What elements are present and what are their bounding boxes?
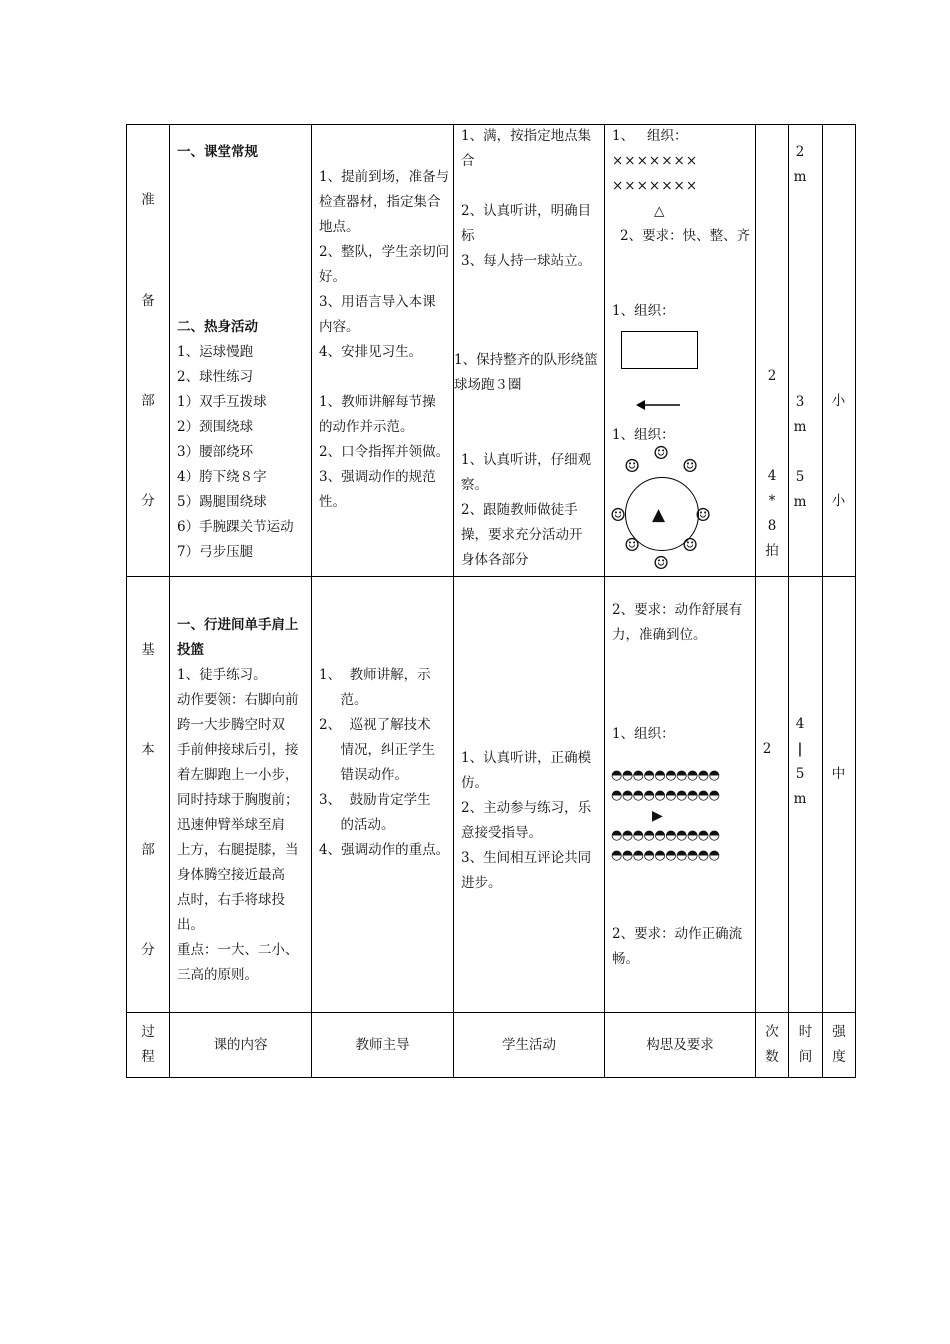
teacher-line: 的动作并示范。 xyxy=(319,419,414,435)
stage-char: 分 xyxy=(141,493,155,509)
header-char: 强 xyxy=(832,1024,846,1040)
header-intensity xyxy=(823,1020,855,1070)
time-value: 4 xyxy=(795,716,805,732)
count-value: * xyxy=(768,493,776,509)
count-value: 2 xyxy=(762,741,772,757)
intensity-value: 小 xyxy=(831,393,846,409)
time-value: 2 xyxy=(795,144,805,160)
teacher-line: 1、提前到场，准备与 xyxy=(319,169,450,185)
basic-intensity xyxy=(822,762,855,787)
court-rectangle xyxy=(621,331,698,369)
prep-student-2 xyxy=(454,348,604,398)
smiley-icon: ☺ xyxy=(682,456,699,477)
content-line: 5）踢腿围绕球 xyxy=(177,494,267,510)
content-line: 3）腰部绕环 xyxy=(177,444,254,460)
time-value: 3 xyxy=(795,394,805,410)
ball-row: ◓◓◓◓◓◓◓◓◓◓ xyxy=(611,848,720,863)
header-char: 度 xyxy=(832,1049,846,1065)
count-value: 拍 xyxy=(765,543,779,559)
intensity-value: 小 xyxy=(831,493,846,509)
count-value: 2 xyxy=(767,368,777,384)
content-line: 2）颈围绕球 xyxy=(177,419,254,435)
time-value: 5 xyxy=(795,766,805,782)
left-arrow-icon xyxy=(636,398,682,412)
count-value: 4 xyxy=(767,468,777,484)
content-line: 三高的原则。 xyxy=(177,967,258,983)
teacher-line: 3、用语言导入本课 xyxy=(319,294,436,310)
student-line: 合 xyxy=(461,153,475,169)
teacher-line: 4、安排见习生。 xyxy=(319,344,423,360)
content-line: 1、徒手练习。 xyxy=(177,667,267,683)
prep-stage-label xyxy=(132,188,164,514)
stage-char: 备 xyxy=(141,293,155,309)
teacher-line: 3、强调动作的规范 xyxy=(319,469,436,485)
header-char: 时 xyxy=(798,1024,813,1040)
basic-student xyxy=(461,746,604,896)
student-line xyxy=(461,174,604,199)
teacher-line: 2、 巡视了解技术 xyxy=(319,717,431,733)
ball-row: ◓◓◓◓◓◓◓◓◓◓ xyxy=(611,768,720,783)
design-line: 2、要求：快、整、齐 xyxy=(620,228,751,244)
teacher-triangle-icon: △ xyxy=(654,203,665,219)
basic-design-bottom xyxy=(612,922,755,972)
intensity-value: 中 xyxy=(831,766,846,782)
student-line: 仿。 xyxy=(461,775,488,791)
student-line: 2、主动参与练习，乐 xyxy=(461,800,592,816)
teacher-line: 性。 xyxy=(319,494,346,510)
teacher-line: 1、教师讲解每节操 xyxy=(319,394,436,410)
prep-time xyxy=(784,140,816,515)
formation-row: ××××××× xyxy=(612,153,699,169)
header-char: 程 xyxy=(141,1049,155,1065)
student-line: 1、保持整齐的队形绕篮 xyxy=(454,352,598,368)
student-line: 进步。 xyxy=(461,875,502,891)
teacher-line: 检查器材，指定集合 xyxy=(319,194,441,210)
teacher-line: 错误动作。 xyxy=(319,767,408,783)
content-line: 重点：一大、二小、 xyxy=(177,942,299,958)
content-line: 7）弓步压腿 xyxy=(177,544,254,560)
teacher-line: 的活动。 xyxy=(319,817,395,833)
student-line: 2、跟随教师做徒手 xyxy=(461,502,578,518)
design-line: 1、 组织： xyxy=(612,128,688,144)
student-line: 3、生间相互评论共同 xyxy=(461,850,592,866)
basic-content xyxy=(177,613,310,988)
design-line: 力，准确到位。 xyxy=(612,627,707,643)
basic-teacher xyxy=(319,663,453,863)
content-line: 4）胯下绕８字 xyxy=(177,469,267,485)
content-line: 着左脚跑上一小步， xyxy=(177,767,299,783)
student-line: 1、认真听讲，仔细观 xyxy=(461,452,592,468)
teacher-line: 2、口令指挥并领做。 xyxy=(319,444,450,460)
content-line: 2、球性练习 xyxy=(177,369,254,385)
smiley-icon: ☺ xyxy=(624,535,641,556)
stage-char: 准 xyxy=(141,192,155,208)
prep-student-3 xyxy=(461,448,604,573)
smiley-icon: ☺ xyxy=(624,456,641,477)
teacher-line: 1、 教师讲解，示 xyxy=(319,667,431,683)
content-line: 同时持球于胸腹前； xyxy=(177,792,299,808)
content-line: 手前伸接球后引，接 xyxy=(177,742,299,758)
stage-char: 部 xyxy=(141,393,155,409)
student-line: 身体各部分 xyxy=(461,552,529,568)
teacher-line: 内容。 xyxy=(319,319,360,335)
smiley-icon: ☺ xyxy=(610,505,627,526)
formation-row: ××××××× xyxy=(612,178,699,194)
design-line: 1、组织： xyxy=(612,427,675,443)
prep-teacher xyxy=(319,165,453,515)
stage-char: 分 xyxy=(141,942,155,958)
ball-row: ◓◓◓◓◓◓◓◓◓◓ xyxy=(611,788,720,803)
section-heading: 二、热身活动 xyxy=(177,319,258,335)
content-line: 动作要领：右脚向前 xyxy=(177,692,299,708)
stage-char: 本 xyxy=(141,742,155,758)
header-teacher: 教师主导 xyxy=(355,1037,410,1053)
student-line: 操，要求充分活动开 xyxy=(461,527,583,543)
content-line: 身体腾空接近最高 xyxy=(177,867,285,883)
header-char: 次 xyxy=(765,1024,779,1040)
basic-count xyxy=(751,737,783,762)
header-stage xyxy=(127,1020,169,1070)
student-line: 球场跑３圈 xyxy=(454,377,522,393)
student-line: 标 xyxy=(461,228,475,244)
time-value: m xyxy=(793,169,807,185)
prep-intensity xyxy=(822,389,855,514)
teacher-line: 地点。 xyxy=(319,219,360,235)
time-value: m xyxy=(793,494,807,510)
teacher-line: 范。 xyxy=(319,692,368,708)
section-heading: 一、行进间单手肩上 xyxy=(177,617,299,633)
basic-stage-label xyxy=(132,638,164,963)
design-line: 1、组织： xyxy=(612,303,675,319)
header-char: 间 xyxy=(798,1049,813,1065)
time-value: m xyxy=(793,791,807,807)
basic-time xyxy=(784,712,816,812)
prep-content xyxy=(177,140,309,565)
teacher-line: 2、整队，学生亲切问 xyxy=(319,244,450,260)
content-line: 跨一大步腾空时双 xyxy=(177,717,285,733)
time-value: 5 xyxy=(795,469,805,485)
student-line: 3、每人持一球站立。 xyxy=(461,253,592,269)
student-line: 1、认真听讲，正确模 xyxy=(461,750,592,766)
header-count xyxy=(756,1020,788,1070)
header-design: 构思及要求 xyxy=(646,1037,714,1053)
content-line: 出。 xyxy=(177,917,204,933)
center-triangle-icon: ▲ xyxy=(652,505,666,525)
content-line: 1）双手互拨球 xyxy=(177,394,267,410)
content-line: 点时，右手将球投 xyxy=(177,892,285,908)
content-line: 上方，右腿提膝，当 xyxy=(177,842,299,858)
design-line: 畅。 xyxy=(612,951,639,967)
student-line: 1、满，按指定地点集 xyxy=(461,128,592,144)
student-line: 2、认真听讲，明确目 xyxy=(461,203,592,219)
header-char: 过 xyxy=(141,1024,155,1040)
header-char: 数 xyxy=(765,1049,779,1065)
student-line: 意接受指导。 xyxy=(461,825,542,841)
teacher-line: 情况，纠正学生 xyxy=(319,742,435,758)
content-line: 1、运球慢跑 xyxy=(177,344,254,360)
smiley-icon: ☺ xyxy=(653,443,670,464)
count-value: 8 xyxy=(767,518,777,534)
smiley-icon: ☺ xyxy=(682,535,699,556)
stage-char: 部 xyxy=(141,842,155,858)
student-line: 察。 xyxy=(461,477,488,493)
ball-row: ◓◓◓◓◓◓◓◓◓◓ xyxy=(611,828,720,843)
prep-student-1 xyxy=(461,124,604,274)
content-line: 6）手腕踝关节运动 xyxy=(177,519,294,535)
prep-design xyxy=(612,124,755,324)
teacher-line: 3、 鼓励肯定学生 xyxy=(319,792,431,808)
stage-char: 基 xyxy=(141,642,155,658)
basic-design-top xyxy=(612,598,755,648)
header-time xyxy=(789,1020,822,1070)
smiley-icon: ☺ xyxy=(653,553,670,574)
teacher-line: 4、强调动作的重点。 xyxy=(319,842,450,858)
design-line: 2、要求：动作舒展有 xyxy=(612,602,743,618)
smiley-icon: ☺ xyxy=(695,505,712,526)
header-content: 课的内容 xyxy=(213,1037,268,1053)
content-line: 迅速伸臂举球至肩 xyxy=(177,817,285,833)
design-line: 2、要求：动作正确流 xyxy=(612,926,743,942)
header-student: 学生活动 xyxy=(502,1037,556,1053)
design-line: 1、组织： xyxy=(612,726,675,742)
direction-arrow-icon: ▶ xyxy=(652,808,663,824)
section-heading: 投篮 xyxy=(177,642,204,658)
time-value: | xyxy=(797,741,803,757)
section-heading: 一、课堂常规 xyxy=(177,144,258,160)
teacher-line: 好。 xyxy=(319,269,346,285)
time-value: m xyxy=(793,419,807,435)
